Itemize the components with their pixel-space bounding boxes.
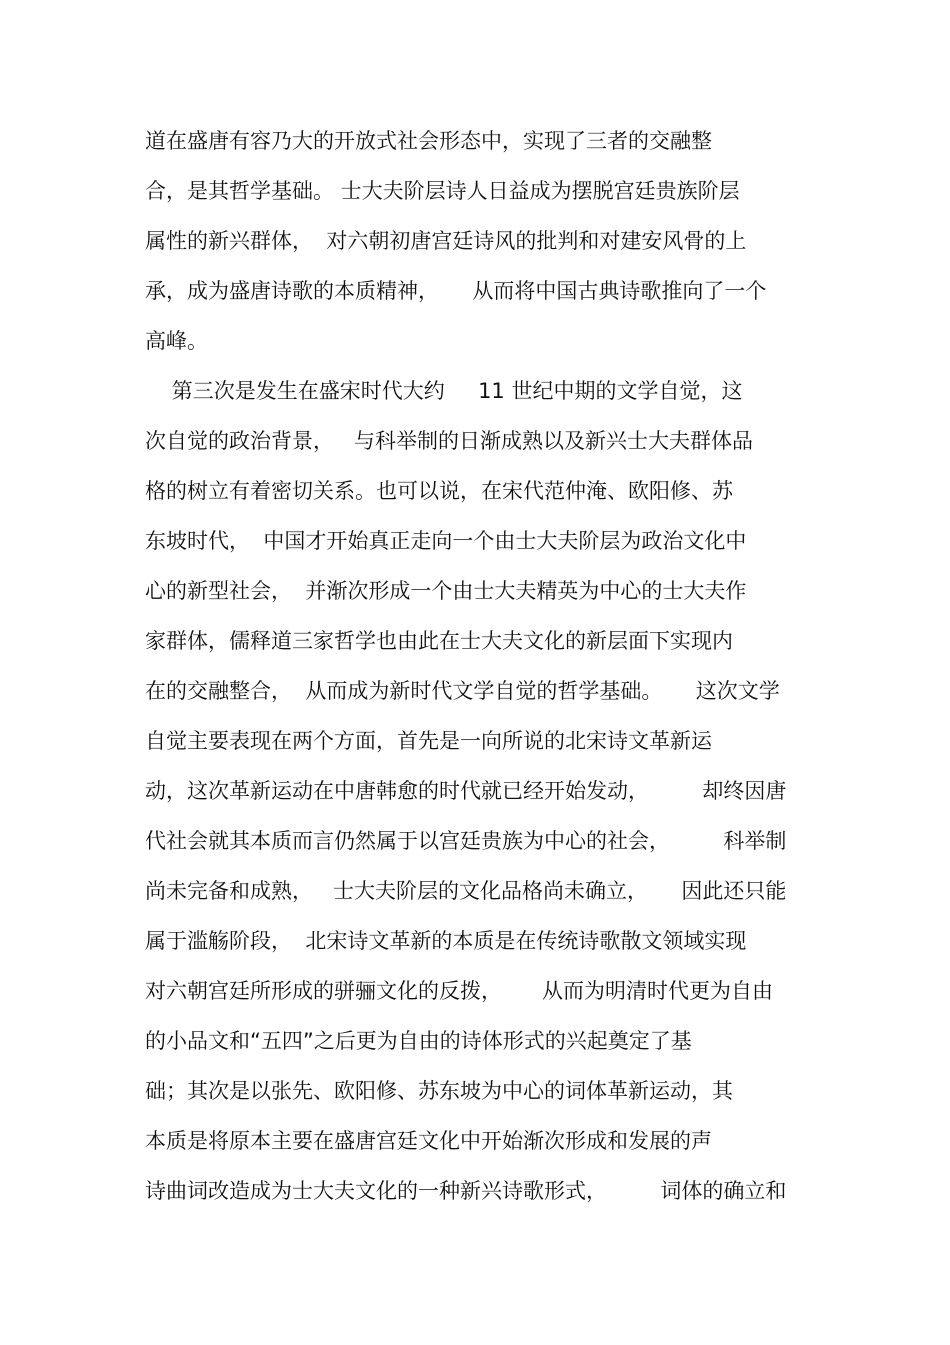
text-line: 道在盛唐有容乃大的开放式社会形态中，实现了三者的交融整: [145, 129, 712, 153]
text-line: 对六朝宫廷所形成的骈骊文化的反拨， 从而为明清时代更为自由: [145, 979, 774, 1003]
text-line: 承，成为盛唐诗歌的本质精神， 从而将中国古典诗歌推向了一个: [145, 279, 767, 303]
text-line: 属于滥觞阶段， 北宋诗文革新的本质是在传统诗歌散文领域实现: [145, 929, 747, 953]
text-line: 动，这次革新运动在中唐韩愈的时代就已经开始发动， 却终因唐: [145, 779, 787, 803]
text-line: 高峰。: [145, 329, 208, 353]
text-line: 础；其次是以张先、欧阳修、苏东坡为中心的词体革新运动，其: [145, 1079, 733, 1103]
text-line: 合，是其哲学基础。 士大夫阶层诗人日益成为摆脱宫廷贵族阶层: [145, 179, 740, 203]
text-line: 的小品文和“五四”之后更为自由的诗体形式的兴起奠定了基: [145, 1029, 692, 1053]
text-line: 属性的新兴群体， 对六朝初唐宫廷诗风的批判和对建安风骨的上: [145, 229, 747, 253]
text-line: 尚未完备和成熟， 士大夫阶层的文化品格尚未确立， 因此还只能: [145, 879, 787, 903]
text-line: 诗曲词改造成为士大夫文化的一种新兴诗歌形式， 词体的确立和: [145, 1179, 787, 1203]
text-line: 自觉主要表现在两个方面，首先是一向所说的北宋诗文革新运: [145, 729, 712, 753]
text-line: 在的交融整合， 从而成为新时代文学自觉的哲学基础。 这次文学: [145, 679, 780, 703]
text-line: 家群体，儒释道三家哲学也由此在士大夫文化的新层面下实现内: [145, 629, 733, 653]
text-line: 东坡时代， 中国才开始真正走向一个由士大夫阶层为政治文化中: [145, 529, 747, 553]
text-line: 次自觉的政治背景， 与科举制的日渐成熟以及新兴士大夫群体品: [145, 429, 754, 453]
text-line: 格的树立有着密切关系。也可以说，在宋代范仲淹、欧阳修、苏: [145, 479, 733, 503]
paragraph-start-line: 第三次是发生在盛宋时代大约 11 世纪中期的文学自觉，这: [145, 379, 743, 403]
text-line: 心的新型社会， 并渐次形成一个由士大夫精英为中心的士大夫作: [145, 579, 747, 603]
text-line: 代社会就其本质而言仍然属于以宫廷贵族为中心的社会， 科举制: [145, 829, 787, 853]
text-line: 本质是将原本主要在盛唐宫廷文化中开始渐次形成和发展的声: [145, 1129, 712, 1153]
